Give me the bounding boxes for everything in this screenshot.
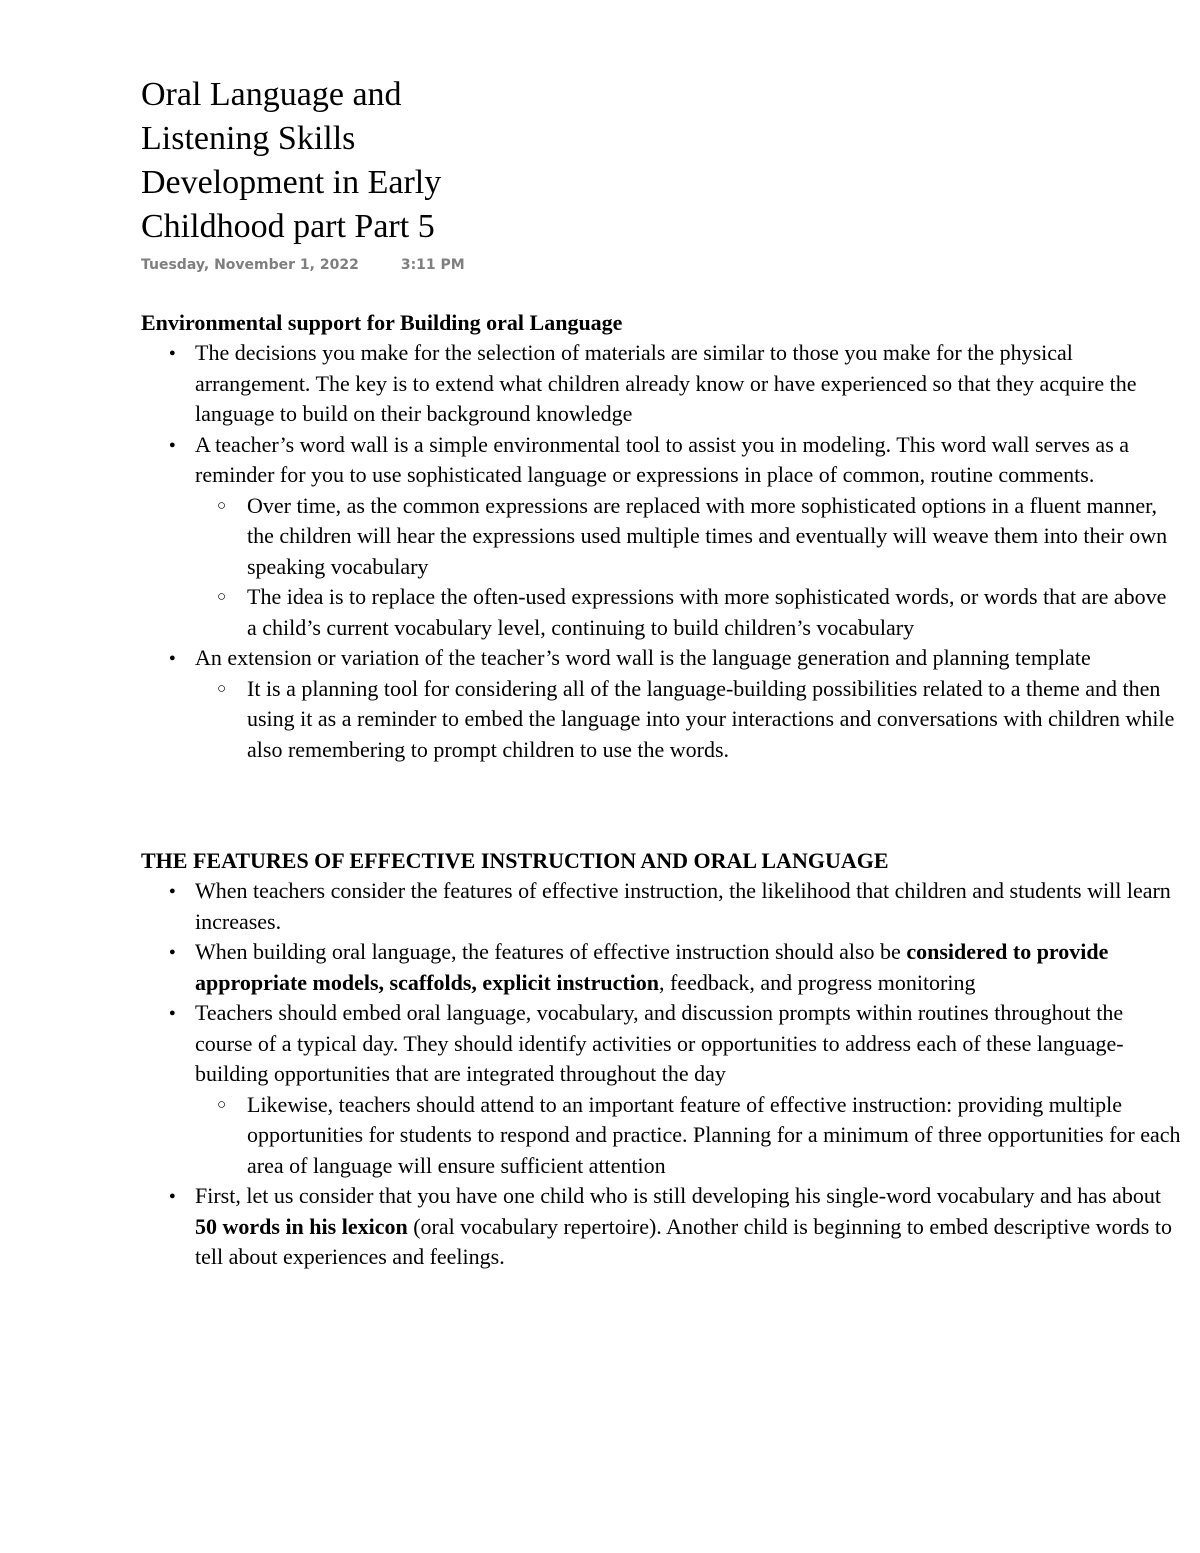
text-run: First, let us consider that you have one child who is still developing his single-word vocabulary and has about xyxy=(195,1183,1161,1208)
list-item: ● Teachers should embed oral language, vocabulary, and discussion prompts within routines throughout the course of a typical day. They should identify activities or opportunities to address each of these language-building opportunities that are integrated throughout the day xyxy=(141,998,1181,1090)
page-title[interactable]: Oral Language and Listening Skills Development in Early Childhood part Part 5 xyxy=(141,76,442,245)
list-item xyxy=(141,937,1181,998)
sub-list-item: ○ It is a planning tool for considering all of the language-building possibilities related to a theme and then using it as a reminder to embed the language into your interactions and conversations with children while also remembering to prompt children to use the words. xyxy=(141,674,1181,766)
section-heading-environmental-support: Environmental support for Building oral Language xyxy=(141,310,623,335)
page-date: Tuesday, November 1, 2022 xyxy=(141,257,359,273)
page-time: 3:11 PM xyxy=(400,257,465,273)
list-item xyxy=(141,1181,1181,1273)
list-item: ● The decisions you make for the selection of materials are similar to those you make for the physical arrangement. The key is to extend what children already know or have experienced so that they acquire the language to build on their background knowledge xyxy=(141,338,1181,430)
bold-text-run: considered to provide appropriate models, scaffolds, explicit instruction xyxy=(195,939,1109,995)
text-run: (oral vocabulary repertoire). Another child is beginning to embed descriptive words to tell about experiences and feelings. xyxy=(195,1213,1172,1269)
bold-text-run: 50 words in his lexicon xyxy=(195,1213,408,1239)
list-item: ● An extension or variation of the teacher’s word wall is the language generation and planning template xyxy=(141,643,1181,674)
list-item: ● A teacher’s word wall is a simple environmental tool to assist you in modeling. This word wall serves as a reminder for you to use sophisticated language or expressions in place of common, routine comments. xyxy=(141,430,1181,491)
sub-list-item: ○ The idea is to replace the often-used expressions with more sophisticated words, or words that are above a child’s current vocabulary level, continuing to build children’s vocabulary xyxy=(141,582,1181,643)
note-page xyxy=(141,73,1181,1273)
section2-list xyxy=(141,876,1181,1273)
sub-list-item: ○ Likewise, teachers should attend to an important feature of effective instruction: providing multiple opportunities for students to respond and practice. Planning for a minimum of three opportunities for each area of language will ensure sufficient attention xyxy=(141,1090,1181,1182)
text-run: When building oral language, the features of effective instruction should also be xyxy=(195,939,907,964)
list-item: ● When teachers consider the features of effective instruction, the likelihood that children and students will learn increases. xyxy=(141,876,1181,937)
section1-list xyxy=(141,338,1181,765)
section-heading-features-of-instruction: THE FEATURES OF EFFECTIVE INSTRUCTION AND ORAL LANGUAGE xyxy=(141,848,889,873)
page-timestamp xyxy=(141,257,1181,277)
text-run: , feedback, and progress monitoring xyxy=(659,969,976,995)
sub-list-item: ○ Over time, as the common expressions are replaced with more sophisticated options in a fluent manner, the children will hear the expressions used multiple times and eventually will weave them into their own speaking vocabulary xyxy=(141,491,1181,583)
